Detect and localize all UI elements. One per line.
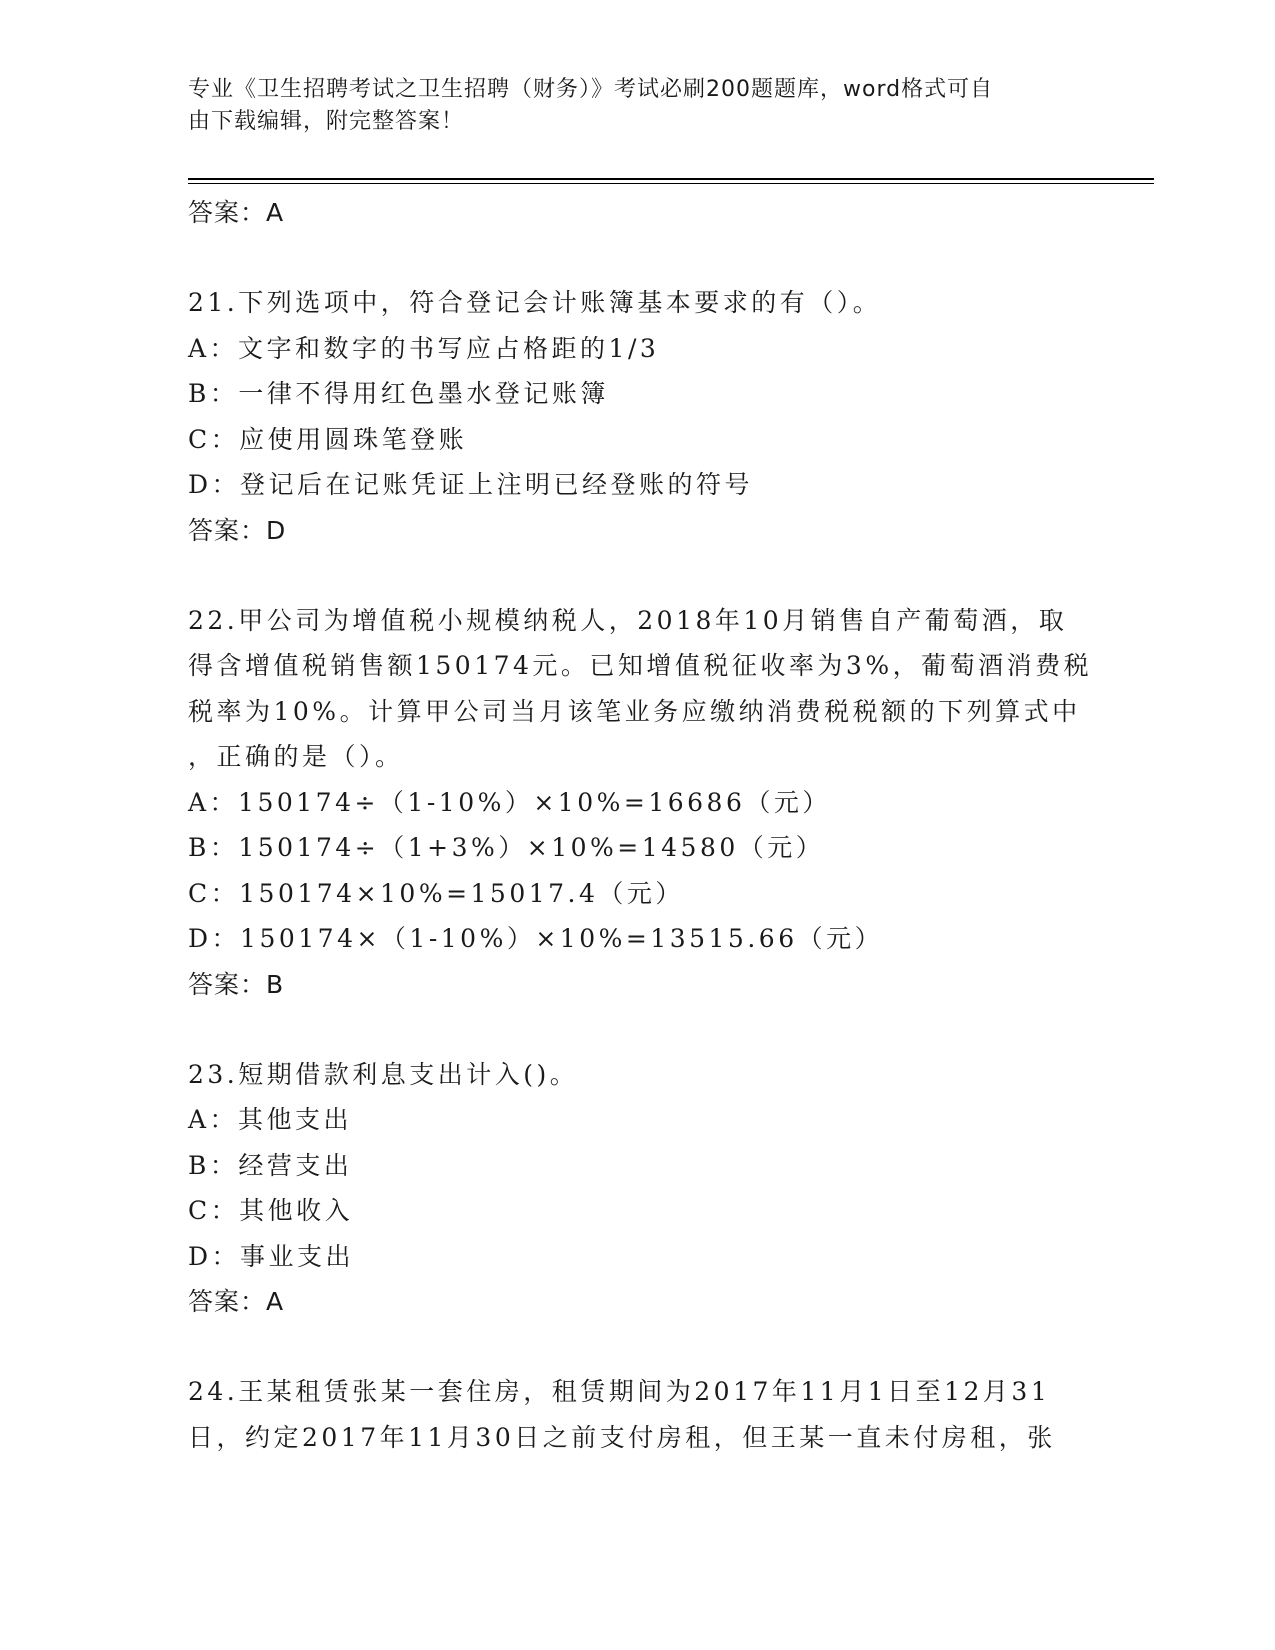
question-stem: 22.甲公司为增值税小规模纳税人，2018年10月销售自产葡萄酒，取 (188, 605, 1068, 635)
answer-line: 答案：A (188, 198, 285, 227)
question-stem: 得含增值税销售额150174元。已知增值税征收率为3%，葡萄酒消费税 (188, 651, 1093, 680)
option-b: B：150174÷（1+3%）×10%=14580（元） (188, 833, 825, 862)
document-header (188, 74, 1068, 138)
option-c: C：其他收入 (188, 1196, 354, 1225)
question-21 (188, 280, 1088, 554)
question-stem: 日，约定2017年11月30日之前支付房租，但王某一直未付房租，张 (188, 1422, 1056, 1452)
answer-line: 答案：D (188, 515, 287, 545)
header-line: 由下载编辑，附完整答案！ (188, 109, 465, 134)
answer-line: 答案：A (188, 1287, 285, 1316)
header-divider-thick (188, 178, 1154, 180)
option-c: C：应使用圆珠笔登账 (188, 424, 468, 454)
option-d: D：150174×（1-10%）×10%=13515.66（元） (188, 924, 884, 953)
question-stem: 23.短期借款利息支出计入()。 (188, 1059, 579, 1089)
option-d: D：事业支出 (188, 1241, 355, 1271)
header-divider-thin (188, 183, 1154, 184)
question-stem: 税率为10%。计算甲公司当月该笔业务应缴纳消费税税额的下列算式中 (188, 696, 1081, 726)
header-line: 专业《卫生招聘考试之卫生招聘（财务）》考试必刷200题题库，word格式可自 (188, 77, 994, 102)
document-body (188, 190, 1093, 1460)
option-a: A：文字和数字的书写应占格距的1/3 (188, 333, 660, 363)
option-c: C：150174×10%=15017.4（元） (188, 878, 684, 908)
option-d: D：登记后在记账凭证上注明已经登账的符号 (188, 470, 754, 499)
question-stem: 24.王某租赁张某一套住房，租赁期间为2017年11月1日至12月31 (188, 1377, 1051, 1406)
option-b: B：经营支出 (188, 1150, 353, 1180)
question-stem: ，正确的是（）。 (188, 742, 404, 771)
question-22 (188, 598, 1093, 1008)
answer-line: 答案：B (188, 969, 285, 999)
question-24 (188, 1369, 1088, 1460)
option-a: A：其他支出 (188, 1105, 353, 1134)
option-b: B：一律不得用红色墨水登记账簿 (188, 379, 609, 408)
question-stem: 21.下列选项中，符合登记会计账簿基本要求的有（）。 (188, 288, 882, 317)
option-a: A：150174÷（1-10%）×10%=16686（元） (188, 787, 831, 817)
question-23 (188, 1052, 1088, 1326)
